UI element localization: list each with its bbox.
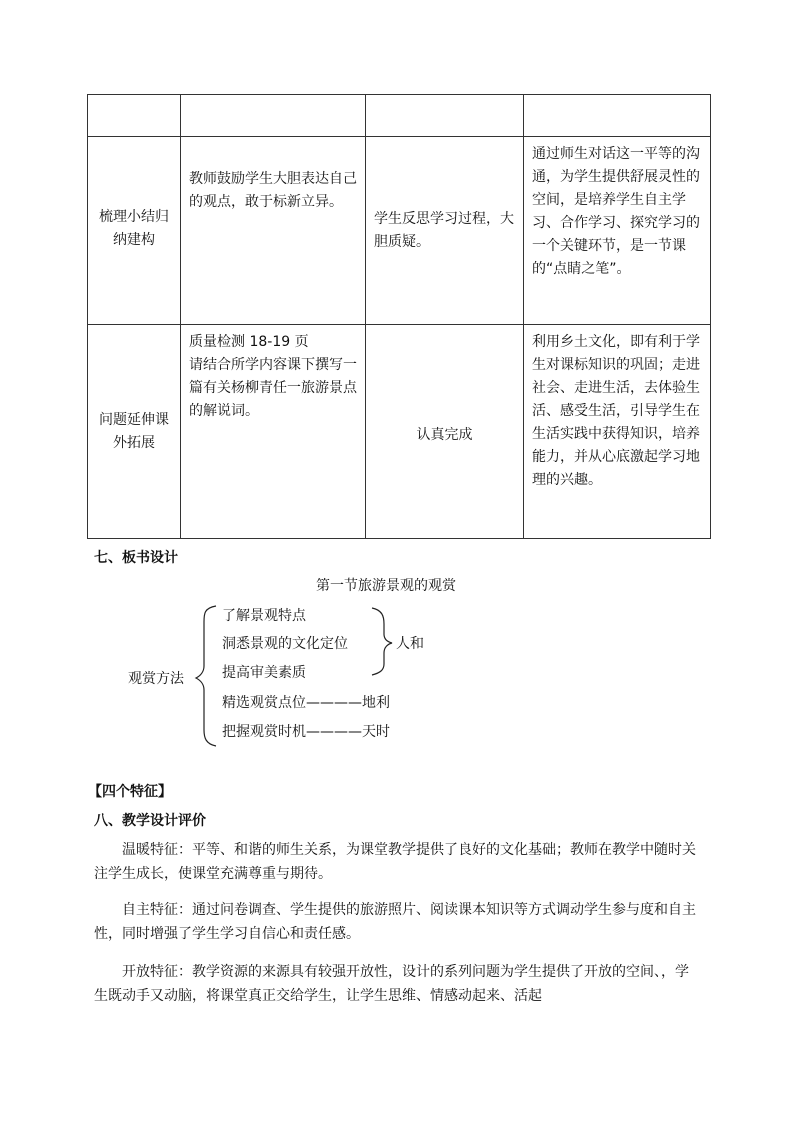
stage-cell xyxy=(88,95,181,137)
evaluation-paragraph: 开放特征：教学资源的来源具有较强开放性，设计的系列问题为学生提供了开放的空间、，学生既动手又动脑，将课堂真正交给学生，让学生思维、情感动起来、活起 xyxy=(94,964,689,1004)
student-activity-cell: 学生反思学习过程，大胆质疑。 xyxy=(366,137,524,325)
board-item: 提高审美素质 xyxy=(222,665,306,681)
right-brace xyxy=(372,608,392,675)
stage-cell: 问题延伸课外拓展 xyxy=(88,325,181,539)
board-item: 了解景观特点 xyxy=(222,608,306,624)
lesson-process-table xyxy=(87,94,711,539)
design-intent-cell xyxy=(524,95,711,137)
table-row xyxy=(88,95,711,137)
student-activity-cell xyxy=(366,95,524,137)
board-group-label: 人和 xyxy=(396,636,424,652)
student-activity-cell: 认真完成 xyxy=(366,325,524,539)
board-item: 洞悉景观的文化定位 xyxy=(222,636,348,652)
table-row xyxy=(88,137,711,325)
four-features-heading: 【四个特征】 xyxy=(88,784,172,800)
table-row xyxy=(88,325,711,539)
board-title: 第一节旅游景观的观赏 xyxy=(316,578,456,594)
board-item: 精选观赏点位————地利 xyxy=(222,695,390,711)
teacher-activity-cell: 质量检测 18-19 页 请结合所学内容课下撰写一篇有关杨柳青任一旅游景点的解说词。 xyxy=(181,325,366,539)
section-heading-evaluation: 八、教学设计评价 xyxy=(94,813,206,829)
board-root-label: 观赏方法 xyxy=(128,671,184,687)
teacher-activity-cell: 教师鼓励学生大胆表达自己的观点，敢于标新立异。 xyxy=(181,137,366,325)
design-intent-cell: 通过师生对话这一平等的沟通，为学生提供舒展灵性的空间，是培养学生自主学习、合作学习、探究学习的一个关键环节，是一节课的“点睛之笔”。 xyxy=(524,137,711,325)
left-brace xyxy=(196,606,216,746)
design-intent-cell: 利用乡土文化，即有利于学生对课标知识的巩固；走进社会、走进生活，去体验生活、感受生活，引导学生在生活实践中获得知识，培养能力，并从心底激起学习地理的兴趣。 xyxy=(524,325,711,539)
section-heading-board-design: 七、板书设计 xyxy=(94,550,178,566)
stage-cell: 梳理小结归纳建构 xyxy=(88,137,181,325)
teacher-activity-cell xyxy=(181,95,366,137)
evaluation-paragraph: 自主特征：通过问卷调查、学生提供的旅游照片、阅读课本知识等方式调动学生参与度和自主性，同时增强了学生学习自信心和责任感。 xyxy=(94,902,696,942)
board-item: 把握观赏时机————天时 xyxy=(222,724,390,740)
evaluation-paragraph: 温暖特征：平等、和谐的师生关系，为课堂教学提供了良好的文化基础；教师在教学中随时关注学生成长，使课堂充满尊重与期待。 xyxy=(94,842,696,882)
